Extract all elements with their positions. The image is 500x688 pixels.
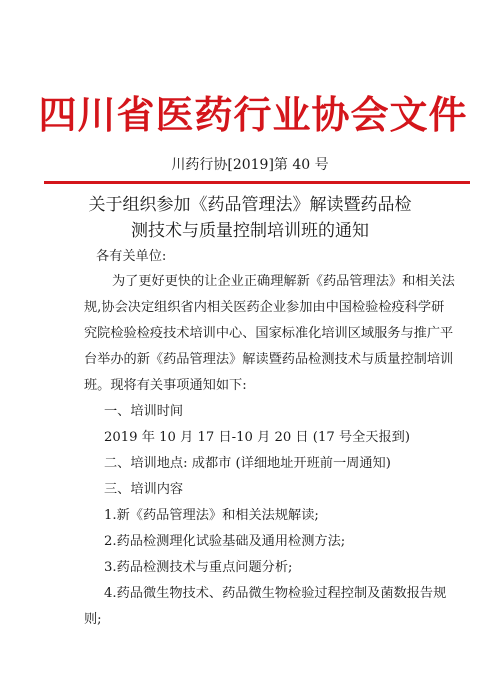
- notice-title-line-1: 关于组织参加《药品管理法》解读暨药品检: [88, 195, 412, 215]
- header-divider: [44, 181, 470, 184]
- salutation: 各有关单位:: [96, 249, 167, 264]
- content-list-item: 3.药品检测技术与重点问题分析;: [104, 560, 293, 575]
- section-heading-content: 三、培训内容: [104, 482, 184, 497]
- intro-paragraph-line: 台举办的新《药品管理法》解读暨药品检测技术与质量控制培训: [84, 352, 454, 367]
- intro-paragraph-line: 究院检验检疫技术培训中心、国家标准化培训区域服务与推广平: [84, 326, 454, 341]
- section-heading-time: 一、培训时间: [104, 404, 184, 419]
- content-list-item: 2.药品检测理化试验基础及通用检测方法;: [104, 534, 346, 549]
- content-list-item: 4.药品微生物技术、药品微生物检验过程控制及菌数报告规: [104, 586, 447, 601]
- training-time-text: 2019 年 10 月 17 日-10 月 20 日 (17 号全天报到): [104, 430, 411, 445]
- intro-paragraph-line: 规,协会决定组织省内相关医药企业参加由中国检验检疫科学研: [84, 300, 445, 315]
- intro-paragraph-line: 班。现将有关事项通知如下:: [84, 378, 247, 393]
- content-list-item-continuation: 则;: [84, 612, 102, 627]
- notice-title-line-2: 测技术与质量控制培训班的通知: [131, 221, 369, 241]
- intro-paragraph-line: 为了更好更快的让企业正确理解新《药品管理法》和相关法: [112, 274, 455, 289]
- document-number: 川药行协[2019]第 40 号: [171, 157, 329, 173]
- training-location-text: 二、培训地点: 成都市 (详细地址开班前一周通知): [104, 456, 391, 471]
- content-list-item: 1.新《药品管理法》和相关法规解读;: [104, 508, 319, 523]
- org-header-title: 四川省医药行业协会文件: [38, 92, 468, 137]
